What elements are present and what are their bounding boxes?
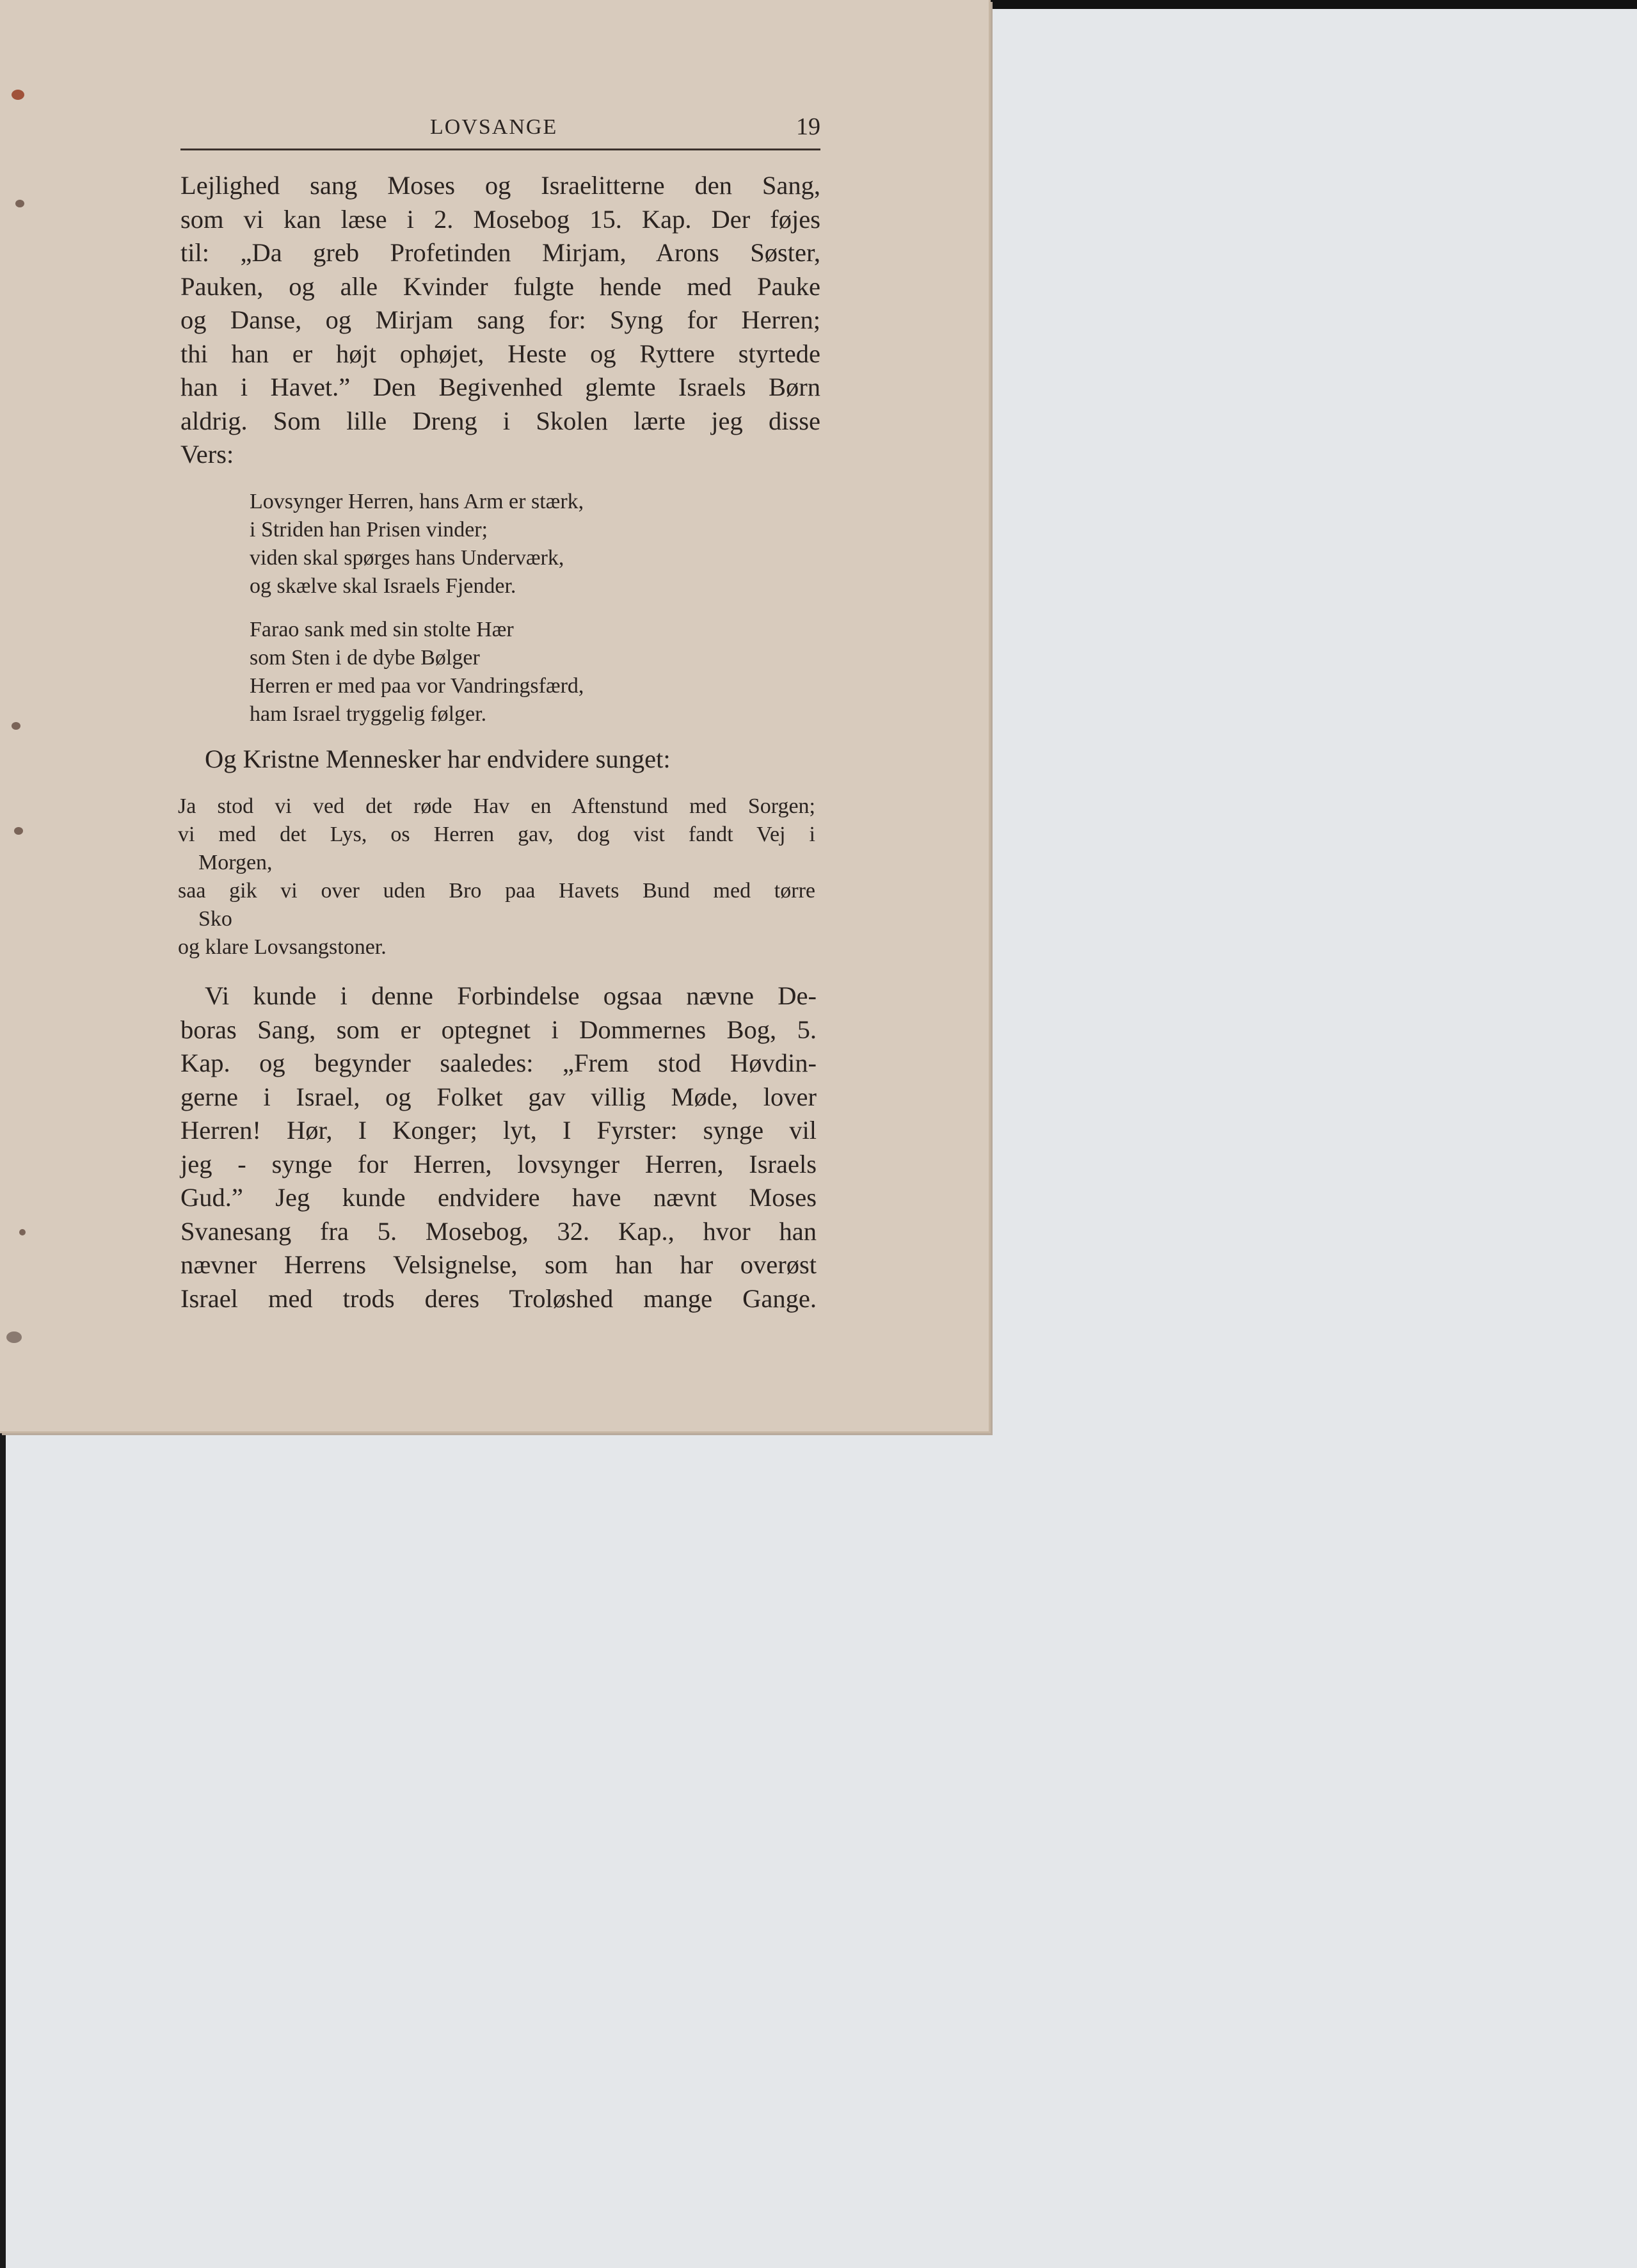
running-header — [180, 113, 820, 150]
punch-hole — [19, 1229, 26, 1235]
punch-hole — [12, 722, 20, 730]
text-line: som vi kan læse i 2. Mosebog 15. Kap. Der føjes — [180, 204, 820, 234]
verse-stanza-1 — [250, 488, 584, 600]
text-line: Kap. og begynder saaledes: „Frem stod Høvdin- — [180, 1049, 817, 1077]
page-number: 19 — [796, 113, 820, 140]
paragraph-1 — [180, 169, 820, 472]
verse-line: Herren er med paa vor Vandringsfærd, — [250, 674, 584, 698]
text-line: Lejlighed sang Moses og Israelitterne den Sang, — [180, 171, 820, 200]
verse-line: som Sten i de dybe Bølger — [250, 646, 480, 670]
punch-hole — [14, 827, 23, 835]
verse-line: i Striden han Prisen vinder; — [250, 518, 488, 542]
verse-line: Farao sank med sin stolte Hær — [250, 618, 514, 641]
text-line: Gud.” Jeg kunde endvidere have nævnt Moses — [180, 1183, 817, 1212]
punch-hole — [12, 90, 24, 100]
hymn-line: saa gik vi over uden Bro paa Havets Bund med tørre — [178, 879, 815, 903]
paragraph-2 — [180, 979, 817, 1315]
hymn-line: Sko — [198, 907, 232, 931]
text-line: boras Sang, som er optegnet i Dommernes Bog, 5. — [180, 1015, 817, 1044]
text-line: jeg - synge for Herren, lovsynger Herren, Israels — [180, 1149, 817, 1178]
text-line: Pauken, og alle Kvinder fulgte hende med Pauke — [180, 271, 820, 301]
punch-hole — [6, 1331, 22, 1343]
text-line: nævner Herrens Velsignelse, som han har overøst — [180, 1250, 817, 1279]
hymn-stanza — [178, 792, 815, 961]
text-line: Svanesang fra 5. Mosebog, 32. Kap., hvor han — [180, 1216, 817, 1246]
verse-line: og skælve skal Israels Fjender. — [250, 574, 516, 598]
hymn-line: vi med det Lys, os Herren gav, dog vist fandt Vej i — [178, 823, 815, 846]
hymn-line: og klare Lovsangstoner. — [178, 935, 387, 959]
text-line: Vi kunde i denne Forbindelse ogsaa nævne De- — [205, 981, 817, 1010]
text-line: til: „Da greb Profetinden Mirjam, Arons Søster, — [180, 238, 820, 267]
verse-line: viden skal spørges hans Underværk, — [250, 546, 564, 570]
text-line: gerne i Israel, og Folket gav villig Møde, lover — [180, 1082, 817, 1111]
running-title: LOVSANGE — [430, 115, 558, 139]
verse-line: ham Israel tryggelig følger. — [250, 702, 487, 726]
hymn-line: Morgen, — [198, 851, 273, 874]
verse-stanza-2 — [250, 616, 584, 728]
verse-line: Lovsynger Herren, hans Arm er stærk, — [250, 490, 584, 513]
text-line: Vers: — [180, 440, 234, 469]
text-line: og Danse, og Mirjam sang for: Syng for Herren; — [180, 305, 820, 334]
text-line: thi han er højt ophøjet, Heste og Ryttere styrtede — [180, 339, 820, 368]
punch-hole — [15, 200, 24, 207]
text-line: han i Havet.” Den Begivenhed glemte Israels Børn — [180, 373, 820, 401]
hymn-intro: Og Kristne Mennesker har endvidere sunget: — [205, 744, 671, 773]
text-line: aldrig. Som lille Dreng i Skolen lærte jeg disse — [180, 406, 820, 435]
scanner-edge-left — [0, 1431, 6, 2268]
hymn-line: Ja stod vi ved det røde Hav en Aftenstund med Sorgen; — [178, 794, 815, 818]
book-page — [0, 0, 991, 1433]
text-line: Herren! Hør, I Konger; lyt, I Fyrster: synge vil — [180, 1116, 817, 1145]
text-line: Israel med trods deres Troløshed mange Gange. — [180, 1283, 817, 1313]
